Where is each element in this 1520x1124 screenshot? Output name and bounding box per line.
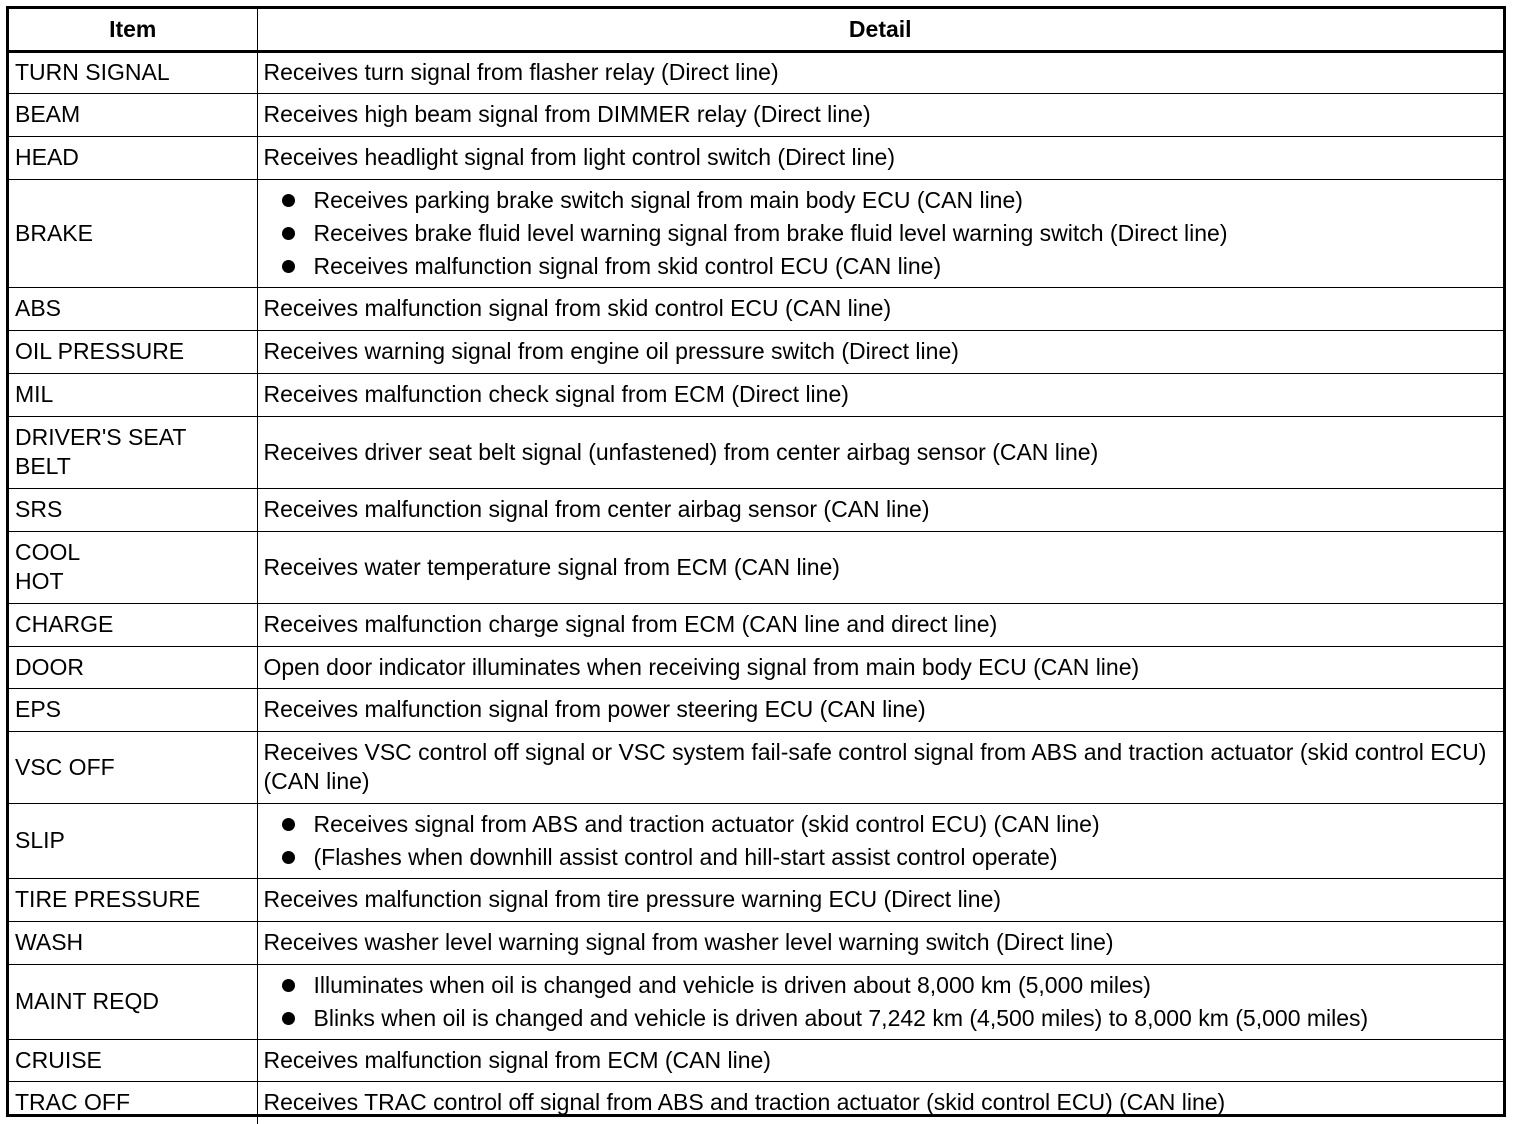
detail-cell (257, 488, 1503, 531)
detail-cell (257, 373, 1503, 416)
table-header-row (9, 9, 1503, 51)
detail-cell (257, 878, 1503, 921)
bullet-icon (282, 227, 295, 240)
detail-cell (257, 603, 1503, 646)
item-cell (9, 330, 257, 373)
detail-text: Receives driver seat belt signal (unfastened) from center airbag sensor (CAN line) (263, 438, 1099, 465)
table-row (9, 179, 1503, 287)
table-row (9, 646, 1503, 688)
item-label: EPS (15, 696, 62, 722)
table-row (9, 731, 1503, 803)
table-row (9, 803, 1503, 878)
item-label: MAINT REQD (15, 988, 159, 1014)
item-cell (9, 416, 257, 488)
item-cell (9, 373, 257, 416)
bullet-icon (282, 851, 295, 864)
column-header-detail: Detail (257, 9, 1503, 51)
detail-bullet-item (280, 969, 1498, 1002)
item-cell (9, 531, 257, 603)
detail-bullet-text: Illuminates when oil is changed and vehicle is driven about 8,000 km (5,000 miles) (313, 971, 1151, 998)
detail-text: Receives TRAC control off signal from ABS and traction actuator (skid control ECU) (CAN line) (263, 1089, 1226, 1116)
table-row (9, 603, 1503, 646)
item-label: WASH (15, 929, 84, 955)
detail-text: Receives malfunction signal from power steering ECU (CAN line) (263, 696, 926, 722)
item-label: BRAKE (15, 219, 93, 246)
detail-bullet-item (280, 217, 1498, 250)
detail-cell (257, 287, 1503, 330)
item-label: OIL PRESSURE (15, 338, 185, 364)
item-cell (9, 878, 257, 921)
item-cell (9, 731, 257, 803)
item-label: CRUISE (15, 1046, 102, 1073)
table-row (9, 1081, 1503, 1124)
detail-bullet-list (264, 969, 1498, 1035)
item-cell (9, 964, 257, 1039)
item-cell (9, 136, 257, 179)
table-row (9, 51, 1503, 93)
detail-bullet-text: (Flashes when downhill assist control and hill-start assist control operate) (313, 843, 1058, 870)
detail-bullet-item (280, 250, 1498, 283)
bullet-icon (282, 194, 295, 207)
detail-cell (257, 51, 1503, 93)
item-cell (9, 1081, 257, 1124)
detail-bullet-list (264, 184, 1498, 283)
detail-bullet-text: Receives signal from ABS and traction actuator (skid control ECU) (CAN line) (313, 810, 1100, 837)
table-row (9, 93, 1503, 136)
detail-cell (257, 688, 1503, 731)
detail-cell (257, 803, 1503, 878)
detail-text: Receives malfunction signal from ECM (CAN line) (263, 1046, 771, 1073)
detail-cell (257, 1081, 1503, 1124)
detail-cell (257, 646, 1503, 688)
detail-text: Receives malfunction signal from tire pressure warning ECU (Direct line) (263, 886, 1002, 912)
item-cell (9, 51, 257, 93)
column-header-item: Item (9, 9, 257, 51)
bullet-icon (282, 979, 295, 992)
detail-cell (257, 179, 1503, 287)
detail-text: Receives warning signal from engine oil pressure switch (Direct line) (263, 338, 959, 364)
item-label: TRAC OFF (15, 1089, 130, 1116)
detail-cell (257, 330, 1503, 373)
item-cell (9, 803, 257, 878)
detail-text: Receives high beam signal from DIMMER relay (Direct line) (263, 101, 871, 127)
item-label: TURN SIGNAL (15, 59, 170, 85)
detail-cell (257, 731, 1503, 803)
item-label: HEAD (15, 144, 79, 170)
indicator-table-frame (6, 6, 1506, 1117)
detail-cell (257, 964, 1503, 1039)
item-label: VSC OFF (15, 753, 115, 780)
detail-cell (257, 136, 1503, 179)
item-cell (9, 488, 257, 531)
item-label: ABS (15, 295, 62, 321)
detail-bullet-item (280, 808, 1498, 841)
detail-text: Receives water temperature signal from ECM (CAN line) (263, 553, 840, 580)
table-row (9, 688, 1503, 731)
item-label: COOL HOT (15, 539, 81, 594)
detail-text: Receives malfunction signal from skid control ECU (CAN line) (263, 295, 892, 321)
detail-bullet-text: Receives parking brake switch signal from main body ECU (CAN line) (313, 186, 1023, 213)
bullet-icon (282, 818, 295, 831)
table-row (9, 531, 1503, 603)
detail-text: Receives malfunction signal from center airbag sensor (CAN line) (263, 496, 930, 522)
item-cell (9, 1039, 257, 1081)
table-row (9, 488, 1503, 531)
detail-bullet-text: Receives brake fluid level warning signal from brake fluid level warning switch (Direct line) (313, 219, 1228, 246)
item-cell (9, 921, 257, 964)
detail-bullet-item (280, 184, 1498, 217)
item-label: CHARGE (15, 611, 114, 637)
detail-bullet-text: Blinks when oil is changed and vehicle is driven about 7,242 km (4,500 miles) to 8,000 km (5,000 miles) (313, 1004, 1369, 1031)
detail-text: Receives malfunction charge signal from ECM (CAN line and direct line) (263, 611, 998, 637)
item-cell (9, 646, 257, 688)
bullet-icon (282, 260, 295, 273)
detail-text: Receives washer level warning signal from washer level warning switch (Direct line) (263, 929, 1114, 955)
table-row (9, 1039, 1503, 1081)
detail-cell (257, 531, 1503, 603)
table-body (9, 51, 1503, 1124)
item-cell (9, 688, 257, 731)
detail-cell (257, 416, 1503, 488)
table-row (9, 878, 1503, 921)
bullet-icon (282, 1012, 295, 1025)
detail-text: Receives VSC control off signal or VSC system fail-safe control signal from ABS and traction actuator (skid control ECU) (CAN line) (263, 739, 1487, 794)
detail-text: Receives turn signal from flasher relay (Direct line) (263, 59, 779, 85)
table-row (9, 136, 1503, 179)
detail-cell (257, 1039, 1503, 1081)
item-label: MIL (15, 381, 54, 407)
table-row (9, 373, 1503, 416)
table-row (9, 330, 1503, 373)
table-row (9, 964, 1503, 1039)
item-label: TIRE PRESSURE (15, 886, 201, 912)
item-cell (9, 179, 257, 287)
detail-text: Open door indicator illuminates when receiving signal from main body ECU (CAN line) (263, 653, 1140, 680)
detail-bullet-text: Receives malfunction signal from skid control ECU (CAN line) (313, 252, 942, 279)
item-label: DOOR (15, 653, 84, 680)
item-cell (9, 603, 257, 646)
item-label: DRIVER'S SEAT BELT (15, 424, 187, 479)
detail-cell (257, 921, 1503, 964)
indicator-table (9, 9, 1503, 1124)
item-label: SRS (15, 496, 63, 522)
detail-cell (257, 93, 1503, 136)
item-label: SLIP (15, 827, 65, 853)
detail-text: Receives malfunction check signal from ECM (Direct line) (263, 381, 849, 407)
table-row (9, 287, 1503, 330)
detail-bullet-item (280, 1002, 1498, 1035)
item-cell (9, 287, 257, 330)
item-label: BEAM (15, 101, 81, 127)
detail-bullet-list (264, 808, 1498, 874)
detail-text: Receives headlight signal from light control switch (Direct line) (263, 144, 895, 170)
detail-bullet-item (280, 841, 1498, 874)
item-cell (9, 93, 257, 136)
table-row (9, 416, 1503, 488)
table-row (9, 921, 1503, 964)
